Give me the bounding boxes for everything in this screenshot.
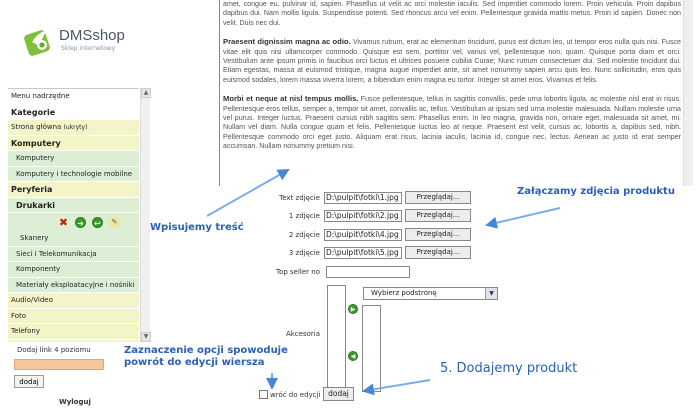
- annotation-photos: Załączamy zdjęcia produktu: [517, 186, 675, 197]
- arrow-to-submit: [364, 380, 430, 391]
- scroll-down-icon[interactable]: ▼: [141, 332, 151, 342]
- content-paragraph: Morbi et neque at nisl tempus mollis. Fusce pellentesque, tellus in sagittis convallis, pede urna lobortis ligula, ac molestie nisl erat in risus. Pellentesque eros tellus, semper a, tempor sit amet, convallis ac, tellus. Vestibulum at ipsum sed urna molestie malesuada. Nullam molestie urna vel purus. Integer luctus. Praesent cursus nibh sagittis sem. Phasellus enim. In leo magna, gravida non, ornare eget, malesuada sit amet, mi. Nullam vel diam. Nulla congue quam et felis. Pellentesque luctus leo at neque. Praesent est velit, cursus ac, lobortis a, dapibus sed, nibh. Pellentesque commodo orci eget justo. Aliquam erat risus, lacinia iaculis, lacinia id, congue nec, lectus. Aenean ac justo id erat semper accumsan. Nullam nonummy pretium nisi.: [223, 94, 681, 151]
- sidebar-item-label: Foto: [11, 311, 27, 320]
- browse-button[interactable]: Przeglądaj...: [405, 191, 471, 204]
- text-photo-label: Text zdjęcie: [279, 194, 320, 202]
- sidebar-item-label: Menu nadrzędne: [11, 92, 70, 100]
- arrow-left-icon[interactable]: ↩: [92, 217, 103, 228]
- add-accessory-icon[interactable]: ▶: [348, 304, 358, 314]
- add-link-button[interactable]: dodaj: [14, 375, 44, 388]
- content-paragraph: amet, congue eu, pulvinar id, sapien. Phasellus ut velit ac orci molestie iaculis. Sed imperdiet commodo lorem. Proin vehicula. Proin dapibus dapibus dui. Nam mollis ligula. Suspendisse potenti. Sed rhoncus arcu vel enim. Pellentesque gravida mattis metus. Proin id sapien. Donec non velit. Duis nec dui.: [223, 0, 681, 27]
- scroll-up-icon[interactable]: ▲: [141, 88, 151, 98]
- photo3-field[interactable]: D:\pulpit\fotki\5.jpg: [324, 247, 402, 259]
- photo1-field[interactable]: D:\pulpit\fotki\2.jpg: [324, 210, 402, 222]
- sidebar-item-label: Skanery: [20, 234, 49, 242]
- top-seller-label: Top seller no: [275, 268, 320, 276]
- text-photo-field[interactable]: D:\pulpit\fotki\1.jpg: [324, 192, 402, 204]
- sidebar-item-label: Komputery: [16, 154, 55, 162]
- sidebar-item-label: Sieci i Telekomunikacja: [16, 249, 97, 258]
- content-heading: Praesent dignissim magna ac odio.: [223, 37, 351, 47]
- accessories-label: Akcesoria: [285, 330, 320, 338]
- sidebar-item-label: Materiały eksploatacyjne i nośniki: [16, 280, 135, 289]
- sidebar-item-label: Komputery: [11, 138, 61, 148]
- sidebar-item-label: Peryferia: [11, 185, 53, 194]
- photo1-label: 1 zdjęcie: [288, 212, 320, 220]
- photo2-label: 2 zdjęcie: [288, 231, 320, 239]
- browse-button[interactable]: Przeglądaj...: [405, 246, 471, 259]
- annotation-option: Zaznaczenie opcji spowoduje powrót do edycji wiersza: [124, 345, 288, 368]
- sidebar-item-label: Drukarki: [16, 200, 56, 210]
- photo2-field[interactable]: D:\pulpit\fotki\4.jpg: [324, 229, 402, 241]
- back-to-edit-label: wróć do edycji: [270, 391, 321, 399]
- logo-name: DMSshop: [59, 27, 125, 44]
- arrow-to-content: [207, 170, 288, 216]
- logo-subtitle: Sklep internetowy: [61, 45, 116, 52]
- chevron-down-icon[interactable]: ▼: [485, 288, 497, 299]
- arrow-right-icon[interactable]: ➜: [75, 217, 86, 228]
- browse-button[interactable]: Przeglądaj...: [405, 209, 471, 222]
- sidebar-item-label: Komputery i technologie mobilne: [16, 169, 133, 178]
- sidebar-item-label: Strona główna: [11, 123, 62, 131]
- subpage-select[interactable]: Wybierz podstronę ▼: [363, 287, 498, 300]
- content-heading: Morbi et neque at nisl tempus mollis.: [223, 94, 359, 104]
- delete-icon[interactable]: ✖: [58, 215, 69, 229]
- hidden-badge: (ukryty): [63, 124, 88, 131]
- content-paragraph: Praesent dignissim magna ac odio. Vivamus rutrum, erat ac elementum tincidunt, purus est dictum leo, ut tempor eros nulla quis nisi. Fusce vitae elit quis nisi ullamcorper commodo. Quisque est sem, porttitor vel, varius vel, pellentesque non, quam. Quisque porta diam et orci. Vestibulum ante ipsum primis in faucibus orci luctus et ultrices posuere cubilia Curae; Nunc rutrum consectetuer dui. Sed molestie tincidunt dui. Etiam egestas, massa at euismod tristique, magna augue imperdiet ante, sit amet nonummy sapien arcu quis leo. Nunc sollicitudin, eros quis euismod sodales, lorem massa viverra lorem, a bibendum enim magna eu tortor. Integer sit amet eros. Vivamus et felis.: [223, 37, 681, 84]
- sidebar-item-label: Kategorie: [11, 107, 56, 117]
- remove-accessory-icon[interactable]: ◀: [348, 351, 358, 361]
- add-link-label: Dodaj link 4 poziomu: [17, 346, 91, 354]
- annotation-content: Wpisujemy treść: [150, 222, 244, 233]
- edit-icon[interactable]: ✎: [109, 217, 120, 228]
- annotation-add-product: 5. Dodajemy produkt: [440, 361, 578, 376]
- sidebar-item-label: Komponenty: [16, 265, 61, 273]
- sidebar-item-label: Telefony: [11, 327, 40, 335]
- sidebar-item-label: Audio/Video: [11, 296, 53, 304]
- logout-link[interactable]: Wyloguj: [59, 398, 91, 406]
- arrow-to-photos: [487, 208, 560, 225]
- submit-button[interactable]: dodaj: [323, 387, 354, 401]
- photo3-label: 3 zdjęcie: [288, 249, 320, 257]
- browse-button[interactable]: Przeglądaj...: [405, 228, 471, 241]
